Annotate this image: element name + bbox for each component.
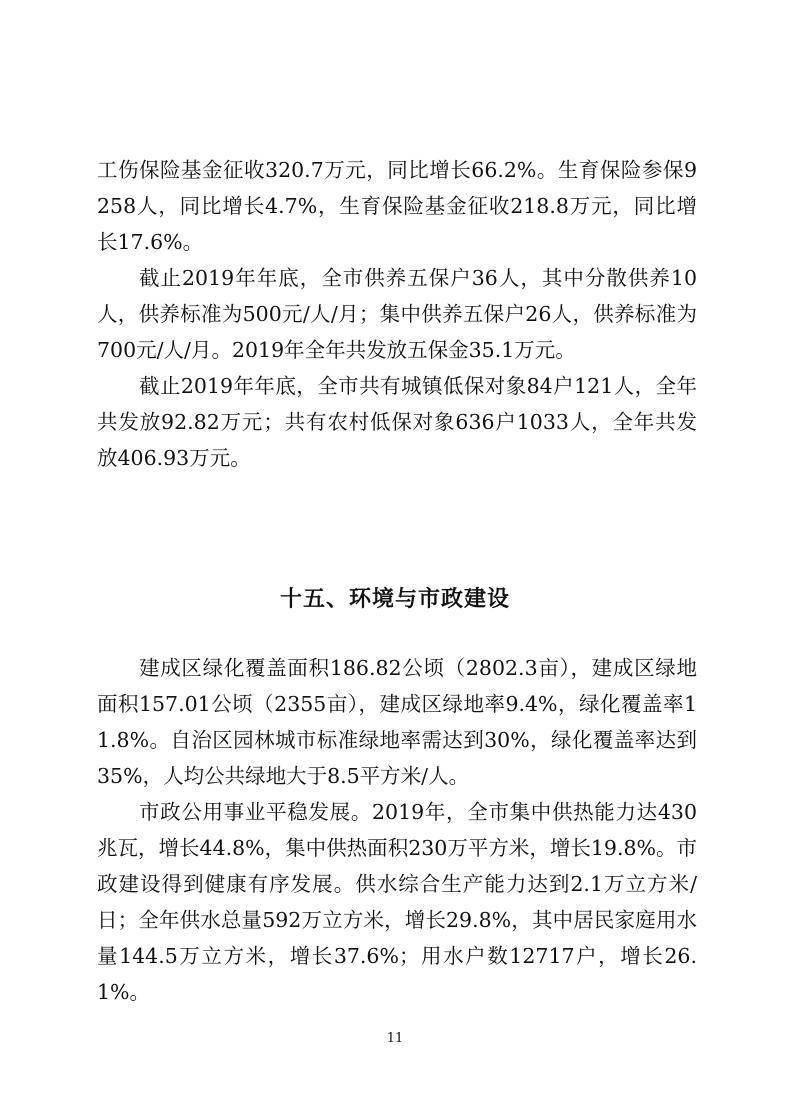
paragraph-minimum-living-allowance: 截止2019年年底，全市共有城镇低保对象84户121人，全年共发放92.82万元；共有农村低保对象636户1033人，全年共发放406.93万元。 [97, 374, 697, 470]
paragraph-industrial-injury-insurance: 工伤保险基金征收320.7万元，同比增长66.2%。生育保险参保9258人，同比增长4.7%，生育保险基金征收218.8万元，同比增长17.6%。 [97, 158, 697, 254]
section-heading: 十五、环境与市政建设 [279, 587, 510, 612]
paragraph-five-guarantee-households: 截止2019年年底，全市供养五保户36人，其中分散供养10人，供养标准为500元/人/月；集中供养五保户26人，供养标准为700元/人/月。2019年全年共发放五保金35.1万元。 [97, 266, 697, 362]
paragraph-greening-coverage: 建成区绿化覆盖面积186.82公顷（2802.3亩），建成区绿地面积157.01公顷（2355亩），建成区绿地率9.4%，绿化覆盖率11.8%。自治区园林城市标准绿地率需达到30%，绿化覆盖率达到35%，人均公共绿地大于8.5平方米/人。 [97, 656, 697, 788]
page-number: 11 [386, 1031, 404, 1046]
paragraph-municipal-utilities: 市政公用事业平稳发展。2019年，全市集中供热能力达430兆瓦，增长44.8%，集中供热面积230万平方米，增长19.8%。市政建设得到健康有序发展。供水综合生产能力达到2.1万立方米/日；全年供水总量592万立方米，增长29.8%，其中居民家庭用水量144.5万立方米，增长37.6%；用水户数12717户，增长26.1%。 [97, 800, 697, 1004]
